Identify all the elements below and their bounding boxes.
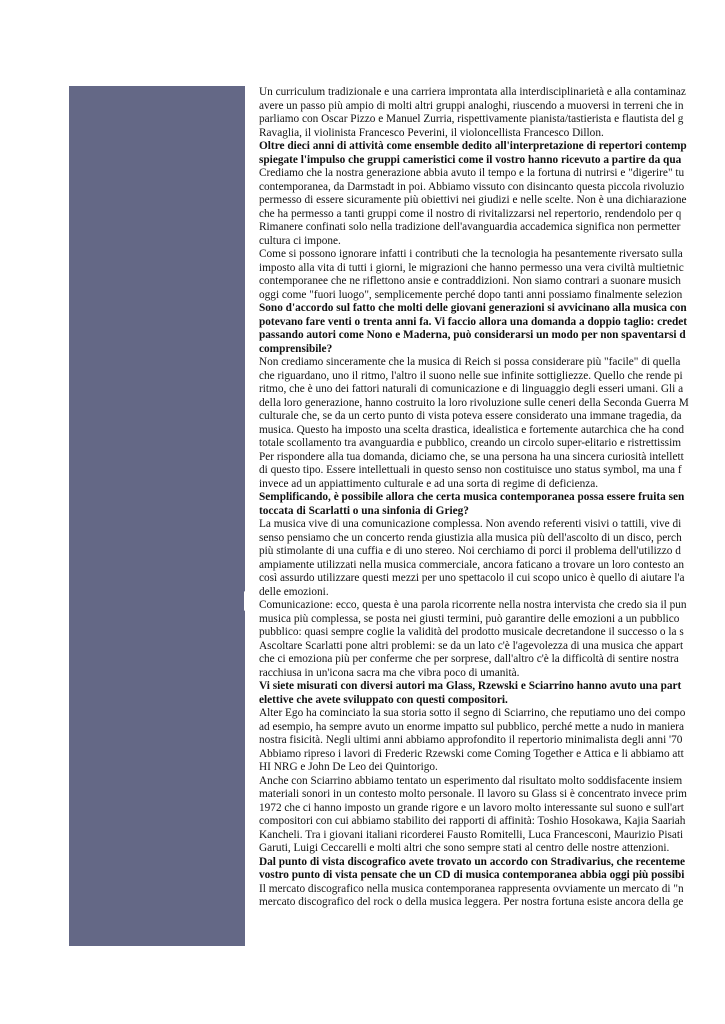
answer-line: parliamo con Oscar Pizzo e Manuel Zurria, rispettivamente pianista/tastierista e flautista del g	[259, 113, 684, 125]
answer-line: Rimanere confinati solo nella tradizione dell'avanguardia accademica significa non permetter	[259, 221, 681, 233]
answer-line: contemporanea, da Darmstadt in poi. Abbiamo vissuto con disincanto questa piccola rivoluzio	[259, 180, 685, 193]
answer-line: La musica vive di una comunicazione complessa. Non avendo referenti visivi o tattili, vive di	[259, 518, 682, 530]
sidebar-notch	[244, 591, 247, 611]
answer-line: che riguardano, uno il ritmo, l'altro il suono nelle sue infinite sottigliezze. Quello che rende pi	[259, 369, 683, 382]
answer-line: così assurdo utilizzare questi mezzi per uno spettacolo il cui scopo unico è quello di aiutare l'a	[259, 572, 685, 584]
question-line: Dal punto di vista discografico avete trovato un accordo con Stradivarius, che recenteme	[259, 855, 685, 868]
answer-line: permesso di essere sicuramente più obiettivi nei giudizi e nelle scelte. Non è una dichiarazione	[259, 194, 687, 206]
answer-line: pubblico: quasi sempre coglie la validità del prodotto musicale decretandone il successo o la s	[259, 626, 684, 638]
answer-line: musica. Questo ha imposto una scelta drastica, idealistica e fortemente autarchica che ha cond	[259, 423, 685, 436]
answer-line: Alter Ego ha cominciato la sua storia sotto il segno di Sciarrino, che reputiamo uno dei compo	[259, 707, 686, 719]
answer-line: musica più complessa, se posta nei giusti termini, può garantire delle emozioni a un pubblico	[259, 612, 680, 625]
answer-line: ampiamente utilizzati nella musica commerciale, ancora faticano a trovare un loro contesto an	[259, 558, 685, 571]
article-text	[259, 86, 725, 986]
question-line: vostro punto di vista pensate che un CD di musica contemporanea abbia oggi più possibi	[259, 869, 685, 881]
answer-line: avere un passo più ampio di molti altri gruppi analoghi, riuscendo a muoversi in terreni che in	[259, 99, 684, 112]
answer-line: Ravaglia, il violinista Francesco Peverini, il violoncellista Francesco Dillon.	[259, 126, 604, 139]
question-line: elettive che avete sviluppato con questi compositori.	[259, 693, 508, 706]
answer-line: Crediamo che la nostra generazione abbia avuto il tempo e la fortuna di nutrirsi e "digerire" tu	[259, 167, 685, 179]
answer-line: compositori con cui abbiamo stabilito dei rapporti di affinità: Toshio Hosokawa, Kajia Saariah	[259, 815, 686, 827]
question-line: Semplificando, è possibile allora che certa musica contemporanea possa essere fruita sen	[259, 491, 685, 503]
question-line: toccata di Scarlatti o una sinfonia di Grieg?	[259, 504, 469, 517]
sidebar-panel	[69, 86, 245, 946]
question-line: spiegate l'impulso che gruppi cameristici come il vostro hanno ricevuto a partire da qua	[259, 153, 682, 166]
answer-line: Un curriculum tradizionale e una carriera improntata alla interdisciplinarietà e alla contaminaz	[259, 86, 686, 98]
answer-line: 1972 che ci hanno imposto un grande rigore e un lavoro molto interessante sul suono e sull'art	[259, 801, 684, 814]
answer-line: Kancheli. Tra i giovani italiani ricorderei Fausto Romitelli, Luca Francesconi, Maurizio Pisati	[259, 828, 684, 841]
answer-line: Abbiamo ripreso i lavori di Frederic Rzewski come Coming Together e Attica e li abbiamo att	[259, 747, 684, 760]
question-line: passando autori come Nono e Maderna, può considerarsi un modo per non spaventarsi d	[259, 329, 686, 341]
answer-line: Ascoltare Scarlatti pone altri problemi: se da un lato c'è l'agevolezza di una musica che appart	[259, 639, 684, 652]
answer-line: oggi come "fuori luogo", semplicemente perché dopo tanti anni possiamo finalmente selezion	[259, 288, 683, 301]
answer-line: materiali sonori in un contesto molto personale. Il lavoro su Glass si è concentrato invece prim	[259, 788, 687, 800]
answer-line: invece ad un appiattimento culturale e ad una sorta di regime di deficienza.	[259, 477, 599, 490]
answer-line: cultura ci impone.	[259, 234, 341, 247]
question-line: Sono d'accordo sul fatto che molti delle giovani generazioni si avvicinano alla musica con	[259, 302, 687, 314]
question-line: comprensibile?	[259, 342, 333, 355]
answer-line: Non crediamo sinceramente che la musica di Reich si possa considerare più "facile" di quella	[259, 356, 681, 368]
answer-line: che ha permesso a tanti gruppi come il nostro di rivitalizzarsi nel repertorio, rendendolo per q	[259, 207, 682, 220]
answer-line: senso pensiamo che un concerto renda giustizia alla musica più dell'ascolto di un disco, perch	[259, 531, 682, 544]
question-line: potevano fare venti o trenta anni fa. Vi faccio allora una domanda a doppio taglio: credet	[259, 315, 688, 328]
answer-line: racchiusa in un'icona sacra ma che vibra poco di umanità.	[259, 666, 520, 679]
answer-line: più stimolante di una cuffia e di uno stereo. Noi cerchiamo di porci il problema dell'utilizzo d	[259, 545, 681, 557]
answer-line: Il mercato discografico nella musica contemporanea rappresenta ovviamente un mercato di "n	[259, 882, 684, 895]
answer-line: contemporanee che ne riflettono ansie e contraddizioni. Non siamo contrari a suonare musich	[259, 275, 681, 287]
question-line: Vi siete misurati con diversi autori ma Glass, Rzewski e Sciarrino hanno avuto una part	[259, 680, 682, 692]
answer-line: mercato discografico del rock o della musica leggera. Per nostra fortuna esiste ancora della ge	[259, 896, 684, 908]
question-line: Oltre dieci anni di attività come ensemble dedito all'interpretazione di repertori contemp	[259, 140, 687, 152]
answer-line: Come si possono ignorare infatti i contributi che la tecnologia ha pesantemente riversato sulla	[259, 248, 683, 260]
answer-line: delle emozioni.	[259, 585, 329, 598]
answer-line: che ci emoziona più per conferme che per sorprese, dall'altro c'è la difficoltà di sentire nostra	[259, 653, 679, 665]
answer-line: Comunicazione: ecco, questa è una parola ricorrente nella nostra intervista che credo sia il pun	[259, 599, 687, 611]
answer-line: ritmo, che è uno dei fattori naturali di comunicazione e di linguaggio degli esseri umani. Gli a	[259, 383, 684, 395]
answer-line: totale scollamento tra avanguardia e pubblico, creando un circolo super-elitario e ristrettissim	[259, 437, 682, 449]
answer-line: nostra fisicità. Negli ultimi anni abbiamo approfondito il repertorio minimalista degli anni '70	[259, 734, 683, 746]
answer-line: imposto alla vita di tutti i giorni, le migrazioni che hanno permesso una vera civiltà multietnic	[259, 261, 684, 274]
answer-line: ad esempio, ha sempre avuto un enorme impatto sul pubblico, perché mette a nudo in maniera	[259, 720, 685, 733]
answer-line: Anche con Sciarrino abbiamo tentato un esperimento dal risultato molto soddisfacente insiem	[259, 774, 683, 787]
answer-line: Garuti, Luigi Ceccarelli e molti altri che sono sempre stati al centro delle nostre attenzioni.	[259, 842, 670, 854]
answer-line: HI NRG e John De Leo dei Quintorigo.	[259, 761, 438, 773]
answer-line: di questo tipo. Essere intellettuali in questo senso non costituisce uno status symbol, ma una f	[259, 464, 682, 476]
answer-line: della loro generazione, hanno costruito la loro rivoluzione sulle ceneri della Seconda Guerra M	[259, 396, 689, 409]
answer-line: culturale che, se da un certo punto di vista poteva essere considerato una immane tragedia, da	[259, 410, 682, 422]
answer-line: Per rispondere alla tua domanda, diciamo che, se una persona ha una sincera curiosità intellett	[259, 450, 684, 463]
